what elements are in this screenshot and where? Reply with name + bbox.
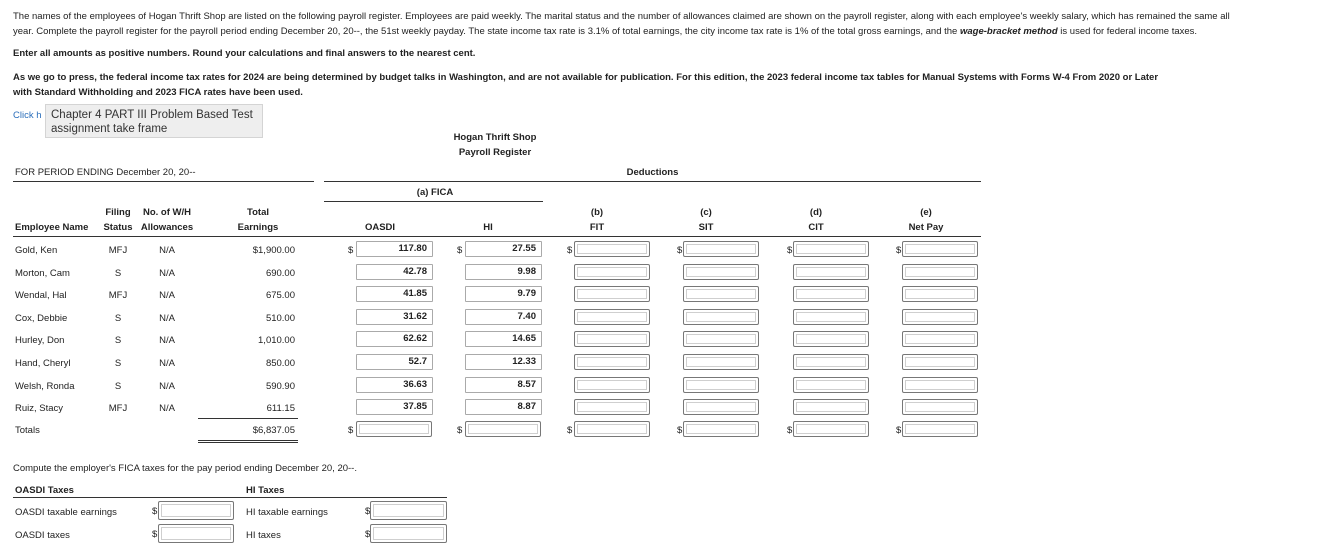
fit-input[interactable] — [574, 377, 650, 393]
hi-value: 27.55 — [465, 241, 542, 257]
allowances: N/A — [159, 335, 175, 346]
period-label: FOR PERIOD ENDING December 20, 20-- — [15, 167, 196, 178]
fit-input[interactable] — [574, 264, 650, 280]
total-fit-input[interactable] — [574, 421, 650, 437]
allowances: N/A — [159, 290, 175, 301]
cit-input[interactable] — [793, 399, 869, 415]
net-input[interactable] — [902, 331, 978, 347]
hi-value: 8.57 — [465, 377, 542, 393]
hi-taxes-input[interactable] — [370, 524, 447, 543]
net-input[interactable] — [902, 354, 978, 370]
totals-rule-2 — [198, 442, 298, 443]
sit-input[interactable] — [683, 354, 759, 370]
totals-top-rule — [198, 418, 298, 419]
fit-input[interactable] — [574, 309, 650, 325]
filing-status: S — [114, 335, 122, 346]
sit-dollar-sign: $ — [677, 245, 683, 256]
intro-line-1: The names of the employees of Hogan Thrift Shop are listed on the following payroll register. Employees are paid weekly. The marital status and the number of allowances claimed are shown on the payroll register, along with each employee's weekly salary, which has remained the same all — [13, 11, 1230, 22]
sit-input[interactable] — [683, 241, 759, 257]
hi-taxable-earnings-label: HI taxable earnings — [246, 507, 328, 518]
hi-taxes-label: HI taxes — [246, 530, 281, 541]
sit-input[interactable] — [683, 331, 759, 347]
oasdi-value: 36.63 — [356, 377, 433, 393]
fit-dollar-sign: $ — [567, 245, 573, 256]
hi-header: HI — [483, 222, 493, 233]
intro-paragraph — [13, 9, 1333, 39]
intro-line-2-text: year. Complete the payroll register for the payroll period ending December 20, 20--, the 51st weekly payday. The state income tax rate is 3.1% of total earnings, the city income tax rate is 1% of the total gross earnings, and the — [13, 26, 960, 37]
total-earnings: 611.15 — [266, 403, 295, 414]
instruction-text: Enter all amounts as positive numbers. Round your calculations and final answers to the nearest cent. — [13, 48, 476, 59]
hi-dollar-sign: $ — [457, 245, 463, 256]
filing-status: S — [114, 381, 122, 392]
intro-line-2-end: is used for federal income taxes. — [1057, 26, 1198, 37]
allowances: N/A — [159, 403, 175, 414]
net-input[interactable] — [902, 286, 978, 302]
hi-value: 12.33 — [465, 354, 542, 370]
press-note-line-1: As we go to press, the federal income tax rates for 2024 are being determined by budget talks in Washington, and are not available for publication. For this edition, the 2023 federal income tax tables for Manual Systems with Forms W-4 From 2020 or Later — [13, 72, 1159, 83]
oasdi-taxable-earnings-dollar: $ — [152, 506, 158, 517]
total-net-input[interactable] — [902, 421, 978, 437]
cit-input[interactable] — [793, 264, 869, 280]
oasdi-value: 41.85 — [356, 286, 433, 302]
filing-status: S — [114, 358, 122, 369]
total-hi-dollar-sign: $ — [457, 425, 463, 436]
sit-input[interactable] — [683, 309, 759, 325]
total-fit-dollar-sign: $ — [567, 425, 573, 436]
allowances: N/A — [159, 381, 175, 392]
press-note — [13, 70, 1333, 100]
fit-input[interactable] — [574, 331, 650, 347]
sit-input[interactable] — [683, 399, 759, 415]
net-input[interactable] — [902, 264, 978, 280]
allowances: N/A — [159, 313, 175, 324]
oasdi-taxable-earnings-input[interactable] — [158, 501, 234, 520]
oasdi-value: 117.80 — [356, 241, 433, 257]
sit-input[interactable] — [683, 264, 759, 280]
total-hi-input[interactable] — [465, 421, 541, 437]
filing-header-2: Status — [103, 222, 133, 233]
total-oasdi-input[interactable] — [356, 421, 432, 437]
filing-status: S — [114, 313, 122, 324]
sit-input[interactable] — [683, 377, 759, 393]
total-net-dollar-sign: $ — [896, 425, 902, 436]
oasdi-dollar-sign: $ — [348, 245, 354, 256]
oasdi-value: 37.85 — [356, 399, 433, 415]
employer-heading-rule — [13, 497, 447, 498]
totals-earnings: $6,837.05 — [252, 425, 295, 436]
total-earnings: 850.00 — [265, 358, 295, 369]
cit-input[interactable] — [793, 309, 869, 325]
totals-rule-1 — [198, 440, 298, 441]
hi-taxes-heading: HI Taxes — [246, 485, 285, 496]
total-sit-input[interactable] — [683, 421, 759, 437]
employee-name: Gold, Ken — [15, 245, 58, 256]
employer-prompt: Compute the employer's FICA taxes for the pay period ending December 20, 20--. — [13, 463, 357, 474]
total-header-1: Total — [247, 207, 269, 218]
cit-input[interactable] — [793, 331, 869, 347]
allowances: N/A — [159, 358, 175, 369]
allowances: N/A — [159, 245, 175, 256]
hi-value: 9.79 — [465, 286, 542, 302]
fica-underline — [324, 201, 543, 202]
oasdi-taxes-dollar: $ — [152, 529, 158, 540]
hi-value: 14.65 — [465, 331, 542, 347]
filing-status: S — [114, 268, 122, 279]
net-input[interactable] — [902, 377, 978, 393]
hi-value: 7.40 — [465, 309, 542, 325]
sit-header-2: SIT — [698, 222, 714, 233]
sit-header-1: (c) — [700, 207, 712, 218]
employee-name: Wendal, Hal — [15, 290, 67, 301]
oasdi-taxes-input[interactable] — [158, 524, 234, 543]
fit-header-2: FIT — [589, 222, 605, 233]
net-input[interactable] — [902, 399, 978, 415]
period-underline — [13, 181, 314, 182]
total-earnings: 510.00 — [265, 313, 295, 324]
allowances: N/A — [159, 268, 175, 279]
net-header-1: (e) — [920, 207, 932, 218]
cit-header-2: CIT — [808, 222, 824, 233]
net-dollar-sign: $ — [896, 245, 902, 256]
employee-name: Cox, Debbie — [15, 313, 68, 324]
employee-name-header: Employee Name — [15, 222, 89, 233]
cit-dollar-sign: $ — [787, 245, 793, 256]
total-cit-input[interactable] — [793, 421, 869, 437]
click-here-link[interactable]: Click h — [13, 110, 42, 121]
filing-header-1: Filing — [105, 207, 131, 218]
employee-name: Hand, Cheryl — [15, 358, 71, 369]
register-title: Payroll Register — [458, 147, 532, 158]
total-earnings: 675.00 — [265, 290, 295, 301]
hi-taxable-earnings-dollar: $ — [365, 506, 371, 517]
net-input[interactable] — [902, 309, 978, 325]
oasdi-taxes-label: OASDI taxes — [15, 530, 70, 541]
oasdi-taxable-earnings-label: OASDI taxable earnings — [15, 507, 117, 518]
fit-input[interactable] — [574, 241, 650, 257]
employee-name: Morton, Cam — [15, 268, 70, 279]
deductions-underline — [324, 181, 981, 182]
oasdi-value: 31.62 — [356, 309, 433, 325]
filing-status: MFJ — [108, 403, 128, 414]
oasdi-value: 52.7 — [356, 354, 433, 370]
cit-input[interactable] — [793, 241, 869, 257]
allowances-header-1: No. of W/H — [142, 207, 191, 218]
oasdi-value: 62.62 — [356, 331, 433, 347]
total-header-2: Earnings — [237, 222, 279, 233]
total-earnings: 590.90 — [265, 381, 295, 392]
intro-line-2 — [13, 24, 1333, 39]
cit-input[interactable] — [793, 354, 869, 370]
wage-bracket-emphasis: wage-bracket method — [960, 26, 1058, 37]
fit-input[interactable] — [574, 399, 650, 415]
fit-input[interactable] — [574, 354, 650, 370]
deductions-heading: Deductions — [626, 167, 679, 178]
cit-header-1: (d) — [809, 207, 823, 218]
employee-name: Ruiz, Stacy — [15, 403, 64, 414]
total-earnings: 1,010.00 — [258, 335, 295, 346]
cit-input[interactable] — [793, 286, 869, 302]
hi-taxable-earnings-input[interactable] — [370, 501, 447, 520]
employee-name: Welsh, Ronda — [15, 381, 75, 392]
total-earnings: 690.00 — [265, 268, 295, 279]
total-oasdi-dollar-sign: $ — [348, 425, 354, 436]
hi-taxes-dollar: $ — [365, 529, 371, 540]
total-sit-dollar-sign: $ — [677, 425, 683, 436]
filing-status: MFJ — [108, 245, 128, 256]
total-earnings: $1,900.00 — [252, 245, 295, 256]
press-note-line-2: with Standard Withholding and 2023 FICA rates have been used. — [13, 87, 303, 98]
employee-name: Hurley, Don — [15, 335, 65, 346]
filing-status: MFJ — [108, 290, 128, 301]
hi-value: 9.98 — [465, 264, 542, 280]
allowances-header-2: Allowances — [140, 222, 194, 233]
header-underline — [13, 236, 981, 237]
company-name: Hogan Thrift Shop — [453, 132, 537, 143]
oasdi-taxes-heading: OASDI Taxes — [15, 485, 74, 496]
hi-value: 8.87 — [465, 399, 542, 415]
oasdi-header: OASDI — [364, 222, 396, 233]
net-input[interactable] — [902, 241, 978, 257]
sit-input[interactable] — [683, 286, 759, 302]
totals-label: Totals — [15, 425, 40, 436]
oasdi-value: 42.78 — [356, 264, 433, 280]
net-header-2: Net Pay — [908, 222, 944, 233]
fit-input[interactable] — [574, 286, 650, 302]
fica-heading: (a) FICA — [416, 187, 454, 198]
frame-tooltip: Chapter 4 PART III Problem Based Test assignment take frame — [45, 104, 263, 138]
fit-header-1: (b) — [590, 207, 604, 218]
cit-input[interactable] — [793, 377, 869, 393]
total-cit-dollar-sign: $ — [787, 425, 793, 436]
